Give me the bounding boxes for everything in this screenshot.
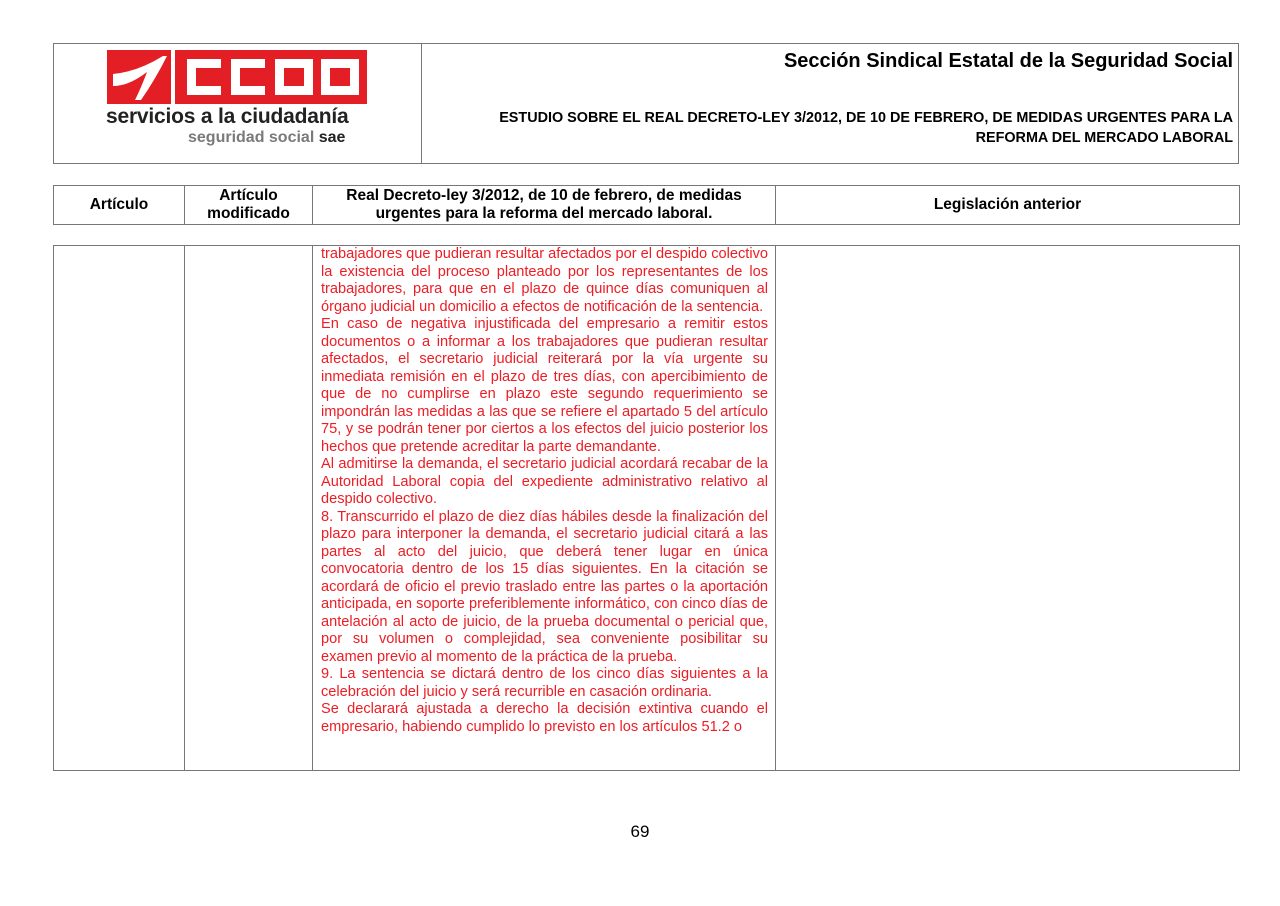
title-block [422, 44, 1238, 163]
column-header-table [53, 185, 1240, 225]
logo-tagline: servicios a la ciudadanía [106, 105, 349, 128]
column-header-real-decreto [313, 186, 776, 225]
paragraph: Se declarará ajustada a derecho la decisión extintiva cuando el empresario, habiendo cumplido lo previsto en los artículos 51.2 o [321, 701, 768, 735]
paragraph: trabajadores que pudieran resultar afectados por el despido colectivo la existencia del proceso planteado por los representantes de los trabajadores, para que en el plazo de quince días comuniquen al órgano judicial un domicilio a efectos de notificación de la sentencia. [321, 246, 769, 315]
page-number: 69 [630, 822, 650, 841]
document-header [53, 43, 1239, 164]
cell-articulo-modificado [185, 246, 313, 771]
ccoo-logo [107, 50, 367, 104]
document-title: Sección Sindical Estatal de la Seguridad Social [783, 50, 1233, 72]
paragraph: 9. La sentencia se dictará dentro de los cinco días siguientes a la celebración del juicio y será recurrible en casación ordinaria. [321, 666, 768, 700]
logo-sub-suffix: sae [318, 129, 346, 146]
column-header-legislacion-anterior: Legislación anterior [776, 186, 1240, 225]
document-subtitle: ESTUDIO SOBRE EL REAL DECRETO-LEY 3/2012, DE 10 DE FEBRERO, DE MEDIDAS URGENTES PARA LA REFORMA DEL MERCADO LABORAL [499, 110, 1233, 146]
logo-subtitle [188, 129, 345, 147]
logo-block [54, 44, 422, 163]
cell-real-decreto-text [313, 246, 776, 771]
logo-sub-prefix: seguridad social [188, 129, 315, 146]
column-header-articulo-modificado-label: Artículo modificado [207, 187, 290, 222]
content-row [54, 246, 1240, 771]
content-table [53, 245, 1240, 771]
paragraph: 8. Transcurrido el plazo de diez días hábiles desde la finalización del plazo para interponer la demanda, el secretario judicial citará a las partes al acto del juicio, que deberá tener lugar en única convocatoria dentro de los 15 días siguientes. En la citación se acordará de oficio el previo traslado entre las partes o la aportación anticipada, en soporte preferiblemente informático, con cinco días de antelación al acto de juicio, de la prueba documental o pericial que, por su volumen o complejidad, sea conveniente posibilitar su examen previo al momento de la práctica de la prueba. [321, 508, 768, 665]
column-header-row [54, 186, 1240, 225]
paragraph: En caso de negativa injustificada del empresario a remitir estos documentos o a informar a los trabajadores que pudieran resultar afectados, el secretario judicial reiterará por la vía urgente su inmediata remisión en el plazo de tres días, con apercibimiento de que de no cumplirse en plazo este segundo requerimiento se impondrán las medidas a las que se refiere el apartado 5 del artículo 75, y se podrán tener por ciertos a los efectos del juicio posterior los hechos que pretende acreditar la parte demandante. [321, 316, 768, 455]
cell-articulo [54, 246, 185, 771]
paragraph: Al admitirse la demanda, el secretario judicial acordará recabar de la Autoridad Laboral copia del expediente administrativo relativo al despido colectivo. [321, 456, 768, 507]
column-header-real-decreto-label: Real Decreto-ley 3/2012, de 10 de febrero, de medidas urgentes para la reforma del mercado laboral. [346, 187, 742, 222]
column-header-articulo-modificado [185, 186, 313, 225]
cell-legislacion-anterior [776, 246, 1240, 771]
column-header-articulo: Artículo [54, 186, 185, 225]
